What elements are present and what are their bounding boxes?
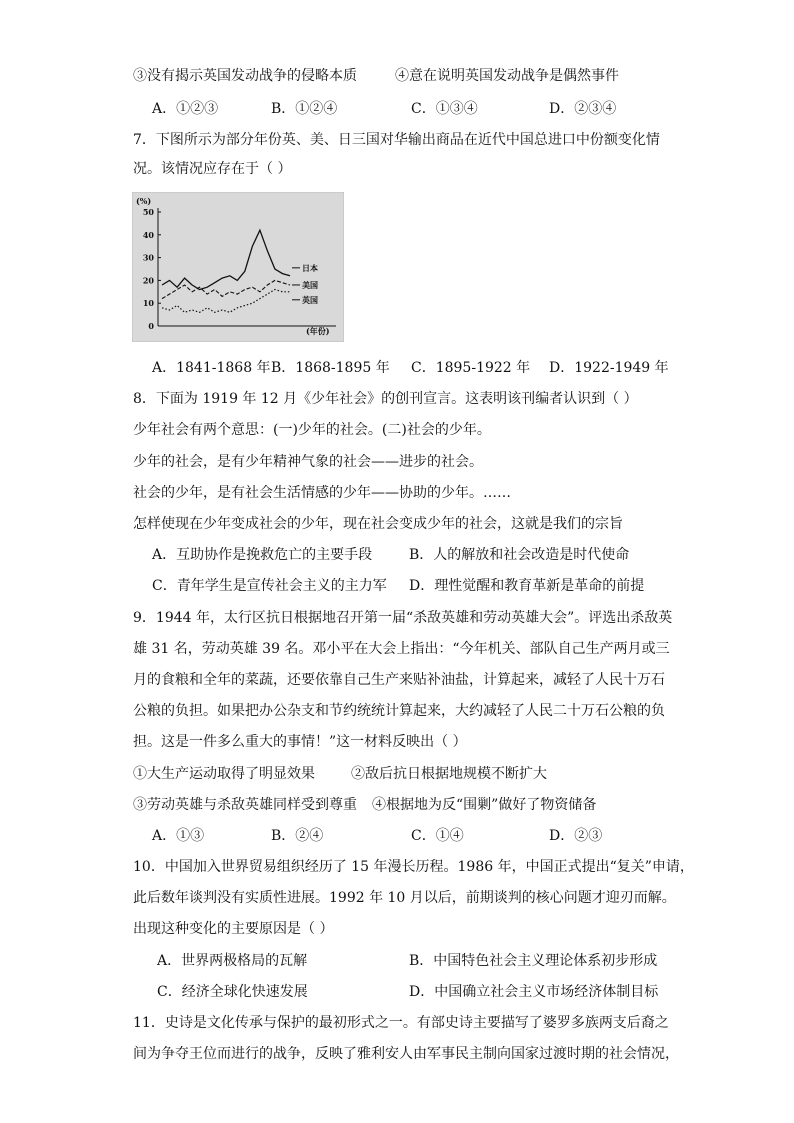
q6-option-c: C．①③④ xyxy=(411,101,478,117)
q10-line-2: 此后数年谈判没有实质性进展。1992 年 10 月以后，前期谈判的核心问题才迎刃而解。 xyxy=(133,890,676,906)
chart-y-tick-label: 20 xyxy=(142,275,154,286)
q8-option-b: B．人的解放和社会改造是时代使命 xyxy=(409,547,630,563)
chart-legend-label-2: 美国 xyxy=(302,279,318,290)
q9-item-3: ③劳动英雄与杀敌英雄同样受到尊重 xyxy=(133,797,357,813)
q9-option-d: D．②③ xyxy=(549,828,603,844)
import-share-chart xyxy=(132,192,344,342)
q8-option-c: C．青年学生是宣传社会主义的主力军 xyxy=(152,578,387,594)
q6-option-b: B．①②④ xyxy=(271,101,338,117)
q8-option-d: D．理性觉醒和教育革新是革命的前提 xyxy=(409,578,645,594)
q7-option-b: B．1868-1895 年 xyxy=(271,360,390,376)
chart-legend-label-1: 日本 xyxy=(302,262,318,273)
q8-quote-line-2: 少年的社会，是有少年精神气象的社会——进步的社会。 xyxy=(133,454,483,470)
q9-line-4: 公粮的负担。如果把办公杂支和节约统统计算起来，大约减轻了人民二十万石公粮的负 xyxy=(133,703,665,719)
q11-line-1: 11．史诗是文化传承与保护的最初形式之一。有部史诗主要描写了婆罗多族两支后裔之 xyxy=(133,1015,669,1031)
chart-y-tick-label: 50 xyxy=(142,207,154,217)
q9-option-a: A．①③ xyxy=(152,828,205,844)
q10-option-d: D．中国确立社会主义市场经济体制目标 xyxy=(409,984,659,1000)
q9-line-1: 9．1944 年，太行区抗日根据地召开第一届“杀敌英雄和劳动英雄大会”。评选出杀敌英 xyxy=(133,610,673,626)
q10-line-3: 出现这种变化的主要原因是（ ） xyxy=(133,921,334,937)
q10-option-a: A．世界两极格局的瓦解 xyxy=(157,953,308,969)
q6-option-d: D．②③④ xyxy=(549,101,617,117)
q6-item-4: ④意在说明英国发动战争是偶然事件 xyxy=(395,68,619,84)
q8-option-a: A．互助协作是挽救危亡的主要手段 xyxy=(152,547,373,563)
q7-option-c: C．1895-1922 年 xyxy=(411,360,531,376)
chart-y-tick-label: 0 xyxy=(148,321,154,331)
q8-quote-line-4: 怎样使现在少年变成社会的少年，现在社会变成少年的社会，这就是我们的宗旨 xyxy=(133,516,623,532)
q9-option-b: B．②④ xyxy=(271,828,324,844)
q9-line-3: 月的食粮和全年的菜蔬，还要依靠自己生产来贴补油盐，计算起来，减轻了人民十万石 xyxy=(133,672,665,688)
q7-option-a: A．1841-1868 年 xyxy=(152,360,271,376)
chart-legend-label-3: 英国 xyxy=(302,294,318,305)
q6-option-a: A．①②③ xyxy=(152,101,219,117)
q10-option-b: B．中国特色社会主义理论体系初步形成 xyxy=(409,953,658,969)
q11-line-2: 间为争夺王位而进行的战争，反映了雅利安人由军事民主制向国家过渡时期的社会情况， xyxy=(133,1046,679,1062)
q9-option-c: C．①④ xyxy=(411,828,464,844)
q8-stem: 8．下面为 1919 年 12 月《少年社会》的创刊宣言。这表明该刊编者认识到（ ） xyxy=(133,391,638,407)
chart-xlabel: (年份) xyxy=(306,326,330,336)
chart-y-tick-label: 30 xyxy=(142,252,154,263)
q7-option-d: D．1922-1949 年 xyxy=(549,360,669,376)
chart-y-tick-label: 40 xyxy=(142,229,154,240)
q9-item-1: ①大生产运动取得了明显效果 xyxy=(133,766,315,782)
q7-stem-line-2: 况。该情况应存在于（ ） xyxy=(133,161,292,177)
q7-stem-line-1: 7．下图所示为部分年份英、美、日三国对华输出商品在近代中国总进口中份额变化情 xyxy=(133,132,660,148)
q8-quote-line-3: 社会的少年，是有社会生活情感的少年——协助的少年。…… xyxy=(133,485,511,501)
q9-item-2: ②敌后抗日根据地规模不断扩大 xyxy=(351,766,547,782)
q9-item-4: ④根据地为反“围剿”做好了物资储备 xyxy=(372,797,597,813)
q9-line-2: 雄 31 名，劳动英雄 39 名。邓小平在大会上指出：“今年机关、部队自己生产两月或三 xyxy=(133,641,670,657)
q6-item-3: ③没有揭示英国发动战争的侵略本质 xyxy=(133,68,357,84)
chart-y-tick-label: 10 xyxy=(142,298,154,309)
q10-line-1: 10．中国加入世界贸易组织经历了 15 年漫长历程。1986 年，中国正式提出“复关”申请， xyxy=(133,859,694,875)
q8-quote-line-1: 少年社会有两个意思：(一)少年的社会。(二)社会的少年。 xyxy=(133,422,491,438)
chart-ylabel: (%) xyxy=(136,196,152,206)
q9-line-5: 担。这是一件多么重大的事情！”这一材料反映出（ ） xyxy=(133,734,467,750)
q10-option-c: C．经济全球化快速发展 xyxy=(157,984,308,1000)
